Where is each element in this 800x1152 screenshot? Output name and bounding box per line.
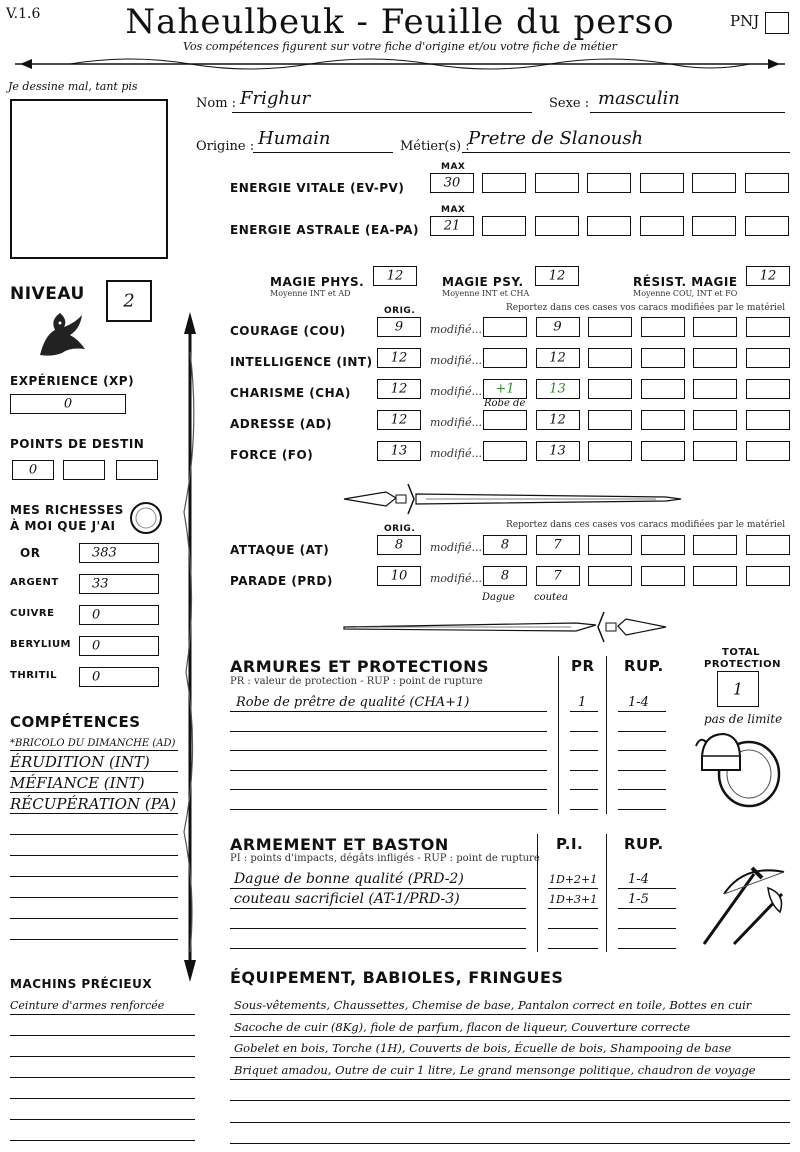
equipment-line: [230, 1014, 790, 1015]
competences-label: COMPÉTENCES: [10, 713, 141, 731]
armures-col-divider-1: [558, 656, 559, 814]
combat-mod-box[interactable]: [483, 566, 527, 586]
combat-orig-label: ORIG.: [384, 524, 416, 534]
ea-max-label: MAX: [441, 205, 466, 215]
armure-name: Robe de prêtre de qualité (CHA+1): [236, 695, 470, 710]
armement-col-divider-2: [606, 834, 607, 952]
stat-mod-box[interactable]: [746, 348, 790, 368]
equipment-line: [230, 1057, 790, 1058]
machin-line: [10, 1014, 195, 1015]
competence-line: [10, 750, 178, 751]
ev-max-label: MAX: [441, 162, 466, 172]
equipment-item: Briquet amadou, Outre de cuir 1 litre, Le grand mensonge politique, chaudron de voyage: [234, 1062, 756, 1077]
stat-orig-value: 13: [390, 443, 408, 459]
xp-label: EXPÉRIENCE (XP): [10, 374, 135, 388]
stat-label[interactable]: FORCE (FO): [230, 448, 314, 462]
magie-psy-label: MAGIE PSY.: [442, 275, 524, 289]
stat-mod-box[interactable]: [746, 410, 790, 430]
money-label: CUIVRE: [10, 608, 55, 619]
stat-label[interactable]: INTELLIGENCE (INT): [230, 355, 373, 369]
arme-rup-line: [618, 948, 676, 949]
sword-divider-top: [336, 478, 686, 520]
destin-box-3[interactable]: [116, 460, 158, 480]
combat-mod-box[interactable]: [588, 566, 632, 586]
stat-mod-box[interactable]: [483, 317, 527, 337]
combat-orig-value: 10: [390, 568, 408, 584]
armure-rup-line: [618, 809, 666, 810]
money-value: 0: [92, 669, 101, 685]
ev-max-value: 30: [443, 175, 461, 191]
competence-line: [10, 939, 178, 940]
dragon-icon: [30, 305, 90, 360]
machin-line: [10, 1119, 195, 1120]
combat-mod-box[interactable]: [588, 535, 632, 555]
note-dague: Dague: [482, 592, 515, 603]
ea-label: ENERGIE ASTRALE (EA-PA): [230, 223, 419, 237]
money-box[interactable]: [79, 574, 159, 594]
stat-mod-box[interactable]: [746, 379, 790, 399]
armures-title: ARMURES ET PROTECTIONS: [230, 657, 489, 676]
money-box[interactable]: [79, 605, 159, 625]
equipement-title: ÉQUIPEMENT, BABIOLES, FRINGUES: [230, 968, 564, 987]
modifie-label: modifié...: [430, 323, 482, 336]
stat-orig-box[interactable]: [377, 317, 421, 337]
machin-line: [10, 1077, 195, 1078]
sword-divider-bottom: [336, 606, 686, 648]
armure-rup-line: [618, 750, 666, 751]
equipment-line: [230, 1036, 790, 1037]
total-protection-value: 1: [732, 679, 744, 699]
combat-orig-box[interactable]: [377, 535, 421, 555]
armure-pr-line: [570, 770, 598, 771]
arme-pi: 1D+2+1: [549, 873, 598, 886]
combat-orig-box[interactable]: [377, 566, 421, 586]
stat-mod-box[interactable]: [536, 441, 580, 461]
magie-psy-box[interactable]: [535, 266, 579, 286]
competence-line: [10, 918, 178, 919]
equipment-line: [230, 1143, 790, 1144]
combat-mod-value: 7: [553, 568, 562, 584]
armure-pr-line: [570, 789, 598, 790]
combat-label: PARADE (PRD): [230, 574, 333, 588]
armure-pr-line: [570, 731, 598, 732]
destin-box-2[interactable]: [63, 460, 105, 480]
armure-line: [230, 750, 547, 751]
no-limit-note: pas de limite: [704, 712, 783, 726]
armure-rup-line: [618, 789, 666, 790]
armement-sub: PI : points d'impacts, dégâts infligés - RUP : point de rupture: [230, 853, 540, 864]
richesses-label-2: À MOI QUE J'AI: [10, 519, 116, 533]
armement-title: ARMEMENT ET BASTON: [230, 835, 449, 854]
version: V.1.6: [6, 6, 41, 22]
stat-mod-box[interactable]: [641, 348, 685, 368]
machin-line: [10, 1056, 195, 1057]
armure-pr: 1: [578, 695, 587, 710]
ea-track-box[interactable]: [640, 216, 684, 236]
armure-pr-line: [570, 711, 598, 712]
combat-mod-box[interactable]: [536, 566, 580, 586]
stat-mod-box[interactable]: [693, 441, 737, 461]
combat-orig-value: 8: [394, 537, 404, 553]
stat-orig-value: 12: [390, 381, 408, 397]
ev-track-box[interactable]: [692, 173, 736, 193]
stat-mod-box[interactable]: [746, 317, 790, 337]
armure-line: [230, 731, 547, 732]
stats-orig-label: ORIG.: [384, 306, 416, 316]
ea-track-box[interactable]: [587, 216, 631, 236]
arme-rup-line: [618, 908, 676, 909]
competence-line: [10, 855, 178, 856]
combat-mod-box[interactable]: [746, 535, 790, 555]
destin-box-1[interactable]: [12, 460, 54, 480]
equipment-line: [230, 1079, 790, 1080]
stat-mod-box[interactable]: [693, 348, 737, 368]
staff-decoration: [178, 312, 202, 982]
stat-orig-value: 9: [394, 319, 404, 335]
armement-rup-label: RUP.: [624, 835, 664, 853]
stat-mod-value: +1: [495, 381, 515, 397]
arme-pi-line: [548, 948, 598, 949]
coin-icon: [128, 500, 164, 536]
stat-mod-box[interactable]: [483, 410, 527, 430]
destin-label: POINTS DE DESTIN: [10, 437, 145, 451]
stat-mod-box[interactable]: [693, 410, 737, 430]
nom-value: Frighur: [240, 88, 311, 109]
resist-magie-label: RÉSIST. MAGIE: [633, 275, 738, 289]
arme-pi-line: [548, 888, 598, 889]
armure-rup: 1-4: [628, 695, 649, 710]
origine-value: Humain: [258, 128, 331, 149]
armement-col-divider-1: [537, 834, 538, 952]
armure-pr-line: [570, 750, 598, 751]
combat-mod-box[interactable]: [641, 535, 685, 555]
xp-box[interactable]: [10, 394, 126, 414]
stat-mod-box[interactable]: [588, 441, 632, 461]
ev-track-box[interactable]: [640, 173, 684, 193]
pr-label: PR: [571, 657, 595, 675]
stat-mod-box[interactable]: [641, 317, 685, 337]
modifie-label: modifié...: [430, 354, 482, 367]
modifie-label: modifié...: [430, 572, 482, 585]
helmet-shield-icon: [694, 726, 784, 812]
combat-mod-value: 8: [500, 537, 510, 553]
stat-mod-box[interactable]: [588, 348, 632, 368]
armure-line: [230, 789, 547, 790]
portrait-caption: Je dessine mal, tant pis: [8, 80, 138, 93]
ea-max-value: 21: [443, 218, 461, 234]
machin-line: [10, 1035, 195, 1036]
arme-line: [230, 928, 526, 929]
sexe-label: Sexe :: [549, 96, 590, 111]
cha-note: Robe de: [484, 398, 526, 409]
money-label: ARGENT: [10, 577, 59, 588]
ea-track-box[interactable]: [745, 216, 789, 236]
stat-orig-box[interactable]: [377, 379, 421, 399]
total-protection-label-1: TOTAL: [722, 647, 760, 658]
ev-track-box[interactable]: [535, 173, 579, 193]
ev-label: ENERGIE VITALE (EV-PV): [230, 181, 405, 195]
modifie-label: modifié...: [430, 447, 482, 460]
armure-line: [230, 711, 547, 712]
ev-max-box[interactable]: [430, 173, 474, 193]
origine-label: Origine :: [196, 139, 255, 154]
stat-orig-box[interactable]: [377, 348, 421, 368]
money-label: OR: [20, 546, 41, 560]
arme-name: Dague de bonne qualité (PRD-2): [234, 871, 464, 887]
combat-mod-value: 7: [553, 537, 562, 553]
arme-line: [230, 888, 526, 889]
armures-col-divider-2: [606, 656, 607, 814]
combat-mod-box[interactable]: [746, 566, 790, 586]
armures-rup-label: RUP.: [624, 657, 664, 675]
stat-label[interactable]: ADRESSE (AD): [230, 417, 333, 431]
pnj-label: PNJ: [730, 12, 760, 30]
money-value: 33: [92, 576, 109, 592]
stat-mod-box[interactable]: [536, 317, 580, 337]
stat-mod-box[interactable]: [746, 441, 790, 461]
magie-phys-box[interactable]: [373, 266, 417, 286]
magie-psy-value: 12: [548, 268, 566, 284]
pi-label: P.I.: [556, 835, 584, 853]
competence-line: [10, 834, 178, 835]
armure-line: [230, 770, 547, 771]
combat-label: ATTAQUE (AT): [230, 543, 330, 557]
stat-mod-box[interactable]: [588, 317, 632, 337]
money-value: 383: [92, 545, 117, 561]
combat-mod-box[interactable]: [536, 535, 580, 555]
armure-line: [230, 809, 547, 810]
stat-mod-box[interactable]: [641, 410, 685, 430]
stat-orig-value: 12: [390, 412, 408, 428]
equipment-item: Sacoche de cuir (8Kg), fiole de parfum, flacon de liqueur, Couverture correcte: [234, 1019, 691, 1034]
ea-track-box[interactable]: [535, 216, 579, 236]
stat-mod-box[interactable]: [588, 379, 632, 399]
ea-max-box[interactable]: [430, 216, 474, 236]
arme-rup: 1-4: [628, 872, 649, 887]
arme-rup: 1-5: [628, 892, 649, 907]
competence-item: ÉRUDITION (INT): [10, 753, 150, 771]
total-protection-box[interactable]: [717, 671, 759, 707]
pnj-checkbox[interactable]: [765, 12, 789, 34]
richesses-label-1: MES RICHESSES: [10, 503, 124, 517]
competence-line: [10, 897, 178, 898]
stat-mod-value: 13: [549, 381, 566, 397]
resist-magie-sub: Moyenne COU, INT et FO: [633, 289, 738, 298]
combat-mod-value: 8: [500, 568, 510, 584]
page-subtitle: Vos compétences figurent sur votre fiche d'origine et/ou votre fiche de métier: [183, 40, 617, 53]
resist-magie-value: 12: [759, 268, 777, 284]
stat-mod-box[interactable]: [536, 410, 580, 430]
weapons-icon: [694, 854, 790, 954]
money-box[interactable]: [79, 636, 159, 656]
combat-mod-box[interactable]: [483, 535, 527, 555]
competence-item: *BRICOLO DU DIMANCHE (AD): [10, 738, 176, 749]
armure-rup-line: [618, 731, 666, 732]
stats-note: Reportez dans ces cases vos caracs modifiées par le matériel: [506, 303, 786, 313]
stat-mod-value: 12: [549, 350, 566, 366]
competence-line: [10, 876, 178, 877]
niveau-box[interactable]: [106, 280, 152, 322]
niveau-label: NIVEAU: [10, 284, 85, 304]
armure-rup-line: [618, 770, 666, 771]
arme-pi: 1D+3+1: [549, 893, 598, 906]
portrait-box[interactable]: [10, 99, 168, 259]
ea-track-box[interactable]: [692, 216, 736, 236]
competence-item: RÉCUPÉRATION (PA): [10, 795, 177, 813]
armure-rup-line: [618, 711, 666, 712]
ev-track-box[interactable]: [745, 173, 789, 193]
stat-mod-box[interactable]: [588, 410, 632, 430]
money-label: THRITIL: [10, 670, 58, 681]
ev-track-box[interactable]: [587, 173, 631, 193]
combat-mod-box[interactable]: [693, 566, 737, 586]
sexe-value: masculin: [598, 88, 680, 109]
stat-mod-box[interactable]: [483, 348, 527, 368]
competence-line: [10, 813, 178, 814]
competence-line: [10, 792, 178, 793]
equipment-item: Gobelet en bois, Torche (1H), Couverts de bois, Écuelle de bois, Shampooing de base: [234, 1041, 732, 1055]
machin-item: Ceinture d'armes renforcée: [10, 999, 165, 1012]
machins-label: MACHINS PRÉCIEUX: [10, 977, 153, 991]
stat-orig-value: 12: [390, 350, 408, 366]
stat-orig-box[interactable]: [377, 441, 421, 461]
competence-line: [10, 771, 178, 772]
machin-line: [10, 1140, 195, 1141]
stat-mod-box[interactable]: [693, 379, 737, 399]
arme-name: couteau sacrificiel (AT-1/PRD-3): [234, 891, 460, 907]
stat-mod-value: 9: [553, 319, 562, 335]
equipment-item: Sous-vêtements, Chaussettes, Chemise de base, Pantalon correct en toile, Bottes en cuir: [234, 998, 752, 1012]
modifie-label: modifié...: [430, 416, 482, 429]
modifie-label: modifié...: [430, 541, 482, 554]
header-ornament: [10, 54, 790, 74]
magie-phys-label: MAGIE PHYS.: [270, 275, 365, 289]
stat-mod-box[interactable]: [483, 379, 527, 399]
arme-rup-line: [618, 888, 676, 889]
arme-pi-line: [548, 908, 598, 909]
stat-mod-box[interactable]: [536, 348, 580, 368]
stat-mod-box[interactable]: [483, 441, 527, 461]
money-value: 0: [92, 638, 101, 654]
equipment-line: [230, 1122, 790, 1123]
xp-value: 0: [63, 396, 73, 412]
money-label: BERYLIUM: [10, 639, 72, 650]
stat-label[interactable]: CHARISME (CHA): [230, 386, 351, 400]
money-box[interactable]: [79, 543, 159, 563]
stat-mod-box[interactable]: [693, 317, 737, 337]
stat-mod-box[interactable]: [641, 379, 685, 399]
magie-phys-value: 12: [386, 268, 404, 284]
page-title: Naheulbeuk - Feuille du perso: [125, 2, 675, 42]
stat-label[interactable]: COURAGE (COU): [230, 324, 346, 338]
equipment-line: [230, 1100, 790, 1101]
stat-mod-value: 13: [549, 443, 566, 459]
arme-pi-line: [548, 928, 598, 929]
note-couteau: coutea: [534, 592, 568, 603]
metier-label: Métier(s) :: [400, 139, 470, 154]
resist-magie-box[interactable]: [746, 266, 790, 286]
metier-value: Pretre de Slanoush: [468, 128, 644, 149]
stat-mod-box[interactable]: [641, 441, 685, 461]
magie-phys-sub: Moyenne INT et AD: [270, 289, 351, 298]
money-box[interactable]: [79, 667, 159, 687]
magie-psy-sub: Moyenne INT et CHA: [442, 289, 530, 298]
combat-mod-box[interactable]: [693, 535, 737, 555]
total-protection-label-2: PROTECTION: [704, 659, 781, 670]
machin-line: [10, 1098, 195, 1099]
combat-mod-box[interactable]: [641, 566, 685, 586]
arme-line: [230, 908, 526, 909]
arme-rup-line: [618, 928, 676, 929]
destin-value: 0: [28, 462, 38, 478]
combat-note: Reportez dans ces cases vos caracs modifiées par le matériel: [506, 520, 786, 530]
stat-orig-box[interactable]: [377, 410, 421, 430]
ea-track-box[interactable]: [482, 216, 526, 236]
competence-item: MÉFIANCE (INT): [10, 774, 145, 792]
stat-mod-value: 12: [549, 412, 566, 428]
nom-label: Nom :: [196, 96, 237, 111]
armure-pr-line: [570, 809, 598, 810]
money-value: 0: [92, 607, 101, 623]
modifie-label: modifié...: [430, 385, 482, 398]
armures-sub: PR : valeur de protection - RUP : point de rupture: [230, 676, 483, 687]
arme-line: [230, 948, 526, 949]
ev-track-box[interactable]: [482, 173, 526, 193]
niveau-value: 2: [123, 290, 135, 312]
stat-mod-box[interactable]: [536, 379, 580, 399]
